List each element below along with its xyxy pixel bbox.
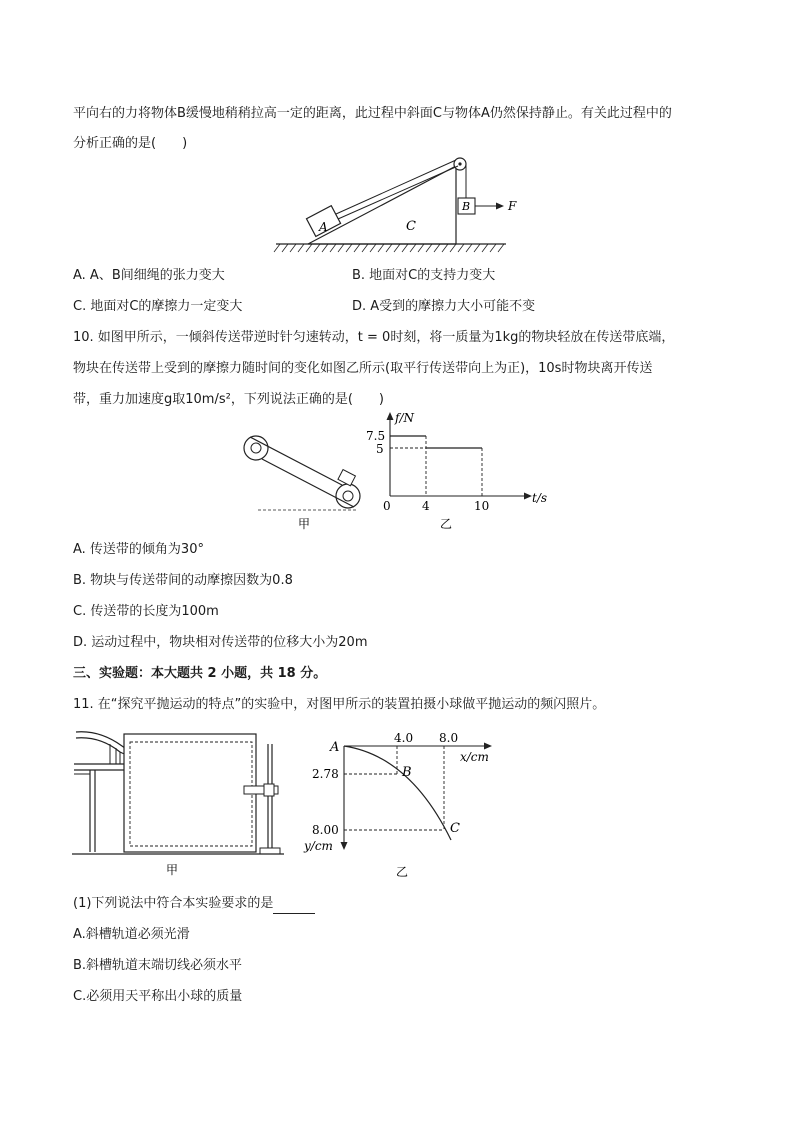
q9-incline-figure xyxy=(270,156,517,260)
x-tick-4: 4.0 xyxy=(394,731,414,745)
figure-caption-jia: 甲 xyxy=(298,517,311,531)
q9-option-d[interactable]: D. A受到的摩擦力大小可能不变 xyxy=(352,299,536,314)
q9-stem-line2: 分析正确的是( ) xyxy=(73,136,188,151)
figure-caption-jia: 甲 xyxy=(166,863,179,877)
y-tick-278: 2.78 xyxy=(312,767,339,781)
q11-trajectory-graph xyxy=(300,728,510,880)
y-tick-8: 8.00 xyxy=(312,823,339,837)
graph-origin: 0 xyxy=(383,499,391,513)
label-a: A xyxy=(319,220,328,234)
q11-option-b[interactable]: B.斜槽轨道末端切线必须水平 xyxy=(73,958,243,973)
label-f: F xyxy=(508,199,517,213)
graph-x-tick-4: 4 xyxy=(422,499,430,513)
q11-sub1-text: (1)下列说法中符合本实验要求的是 xyxy=(73,896,274,911)
answer-blank[interactable] xyxy=(273,899,315,914)
q10-stem-line1: 10. 如图甲所示，一倾斜传送带逆时针匀速转动，t = 0时刻，将一质量为1kg的物块轻放在传送带底端， xyxy=(73,330,675,345)
q11-sub1 xyxy=(73,894,315,914)
q10-stem-line3: 带，重力加速度g取10m/s²，下列说法正确的是( ) xyxy=(73,392,384,407)
graph-y-tick-75: 7.5 xyxy=(366,429,386,443)
x-axis-label: x/cm xyxy=(460,750,489,764)
q9-option-b[interactable]: B. 地面对C的支持力变大 xyxy=(352,268,496,283)
q10-friction-graph xyxy=(362,406,558,536)
point-a-label: A xyxy=(330,740,340,755)
x-tick-8: 8.0 xyxy=(439,731,459,745)
q11-option-c[interactable]: C.必须用天平称出小球的质量 xyxy=(73,989,243,1004)
q9-option-a[interactable]: A. A、B间细绳的张力变大 xyxy=(73,268,225,283)
q9-option-c[interactable]: C. 地面对C的摩擦力一定变大 xyxy=(73,299,243,314)
q10-option-b[interactable]: B. 物块与传送带间的动摩擦因数为0.8 xyxy=(73,573,293,588)
figure-caption-yi: 乙 xyxy=(440,517,453,531)
q10-conveyor-figure xyxy=(236,430,366,534)
q10-option-d[interactable]: D. 运动过程中，物块相对传送带的位移大小为20m xyxy=(73,635,368,650)
graph-y-tick-5: 5 xyxy=(376,442,384,456)
graph-y-label: f/N xyxy=(395,411,414,425)
q11-apparatus-figure xyxy=(70,724,286,880)
label-b: B xyxy=(462,200,471,213)
q10-option-c[interactable]: C. 传送带的长度为100m xyxy=(73,604,219,619)
graph-x-tick-10: 10 xyxy=(474,499,490,513)
q11-option-a[interactable]: A.斜槽轨道必须光滑 xyxy=(73,927,190,942)
section-heading: 三、实验题：本大题共 2 小题，共 18 分。 xyxy=(73,666,327,681)
q9-stem-line1: 平向右的力将物体B缓慢地稍稍拉高一定的距离，此过程中斜面C与物体A仍然保持静止。有关此过程中的 xyxy=(73,106,672,121)
q11-stem: 11. 在“探究平抛运动的特点”的实验中，对图甲所示的装置拍摄小球做平抛运动的频闪照片。 xyxy=(73,697,606,712)
point-b-label: B xyxy=(402,765,412,780)
label-c: C xyxy=(406,219,416,234)
point-c-label: C xyxy=(450,821,460,836)
graph-x-label: t/s xyxy=(532,491,548,505)
q10-stem-line2: 物块在传送带上受到的摩擦力随时间的变化如图乙所示(取平行传送带向上为正)，10s时物块离开传送 xyxy=(73,361,653,376)
q10-option-a[interactable]: A. 传送带的倾角为30° xyxy=(73,542,204,557)
figure-caption-yi: 乙 xyxy=(396,865,409,879)
y-axis-label: y/cm xyxy=(304,839,333,853)
